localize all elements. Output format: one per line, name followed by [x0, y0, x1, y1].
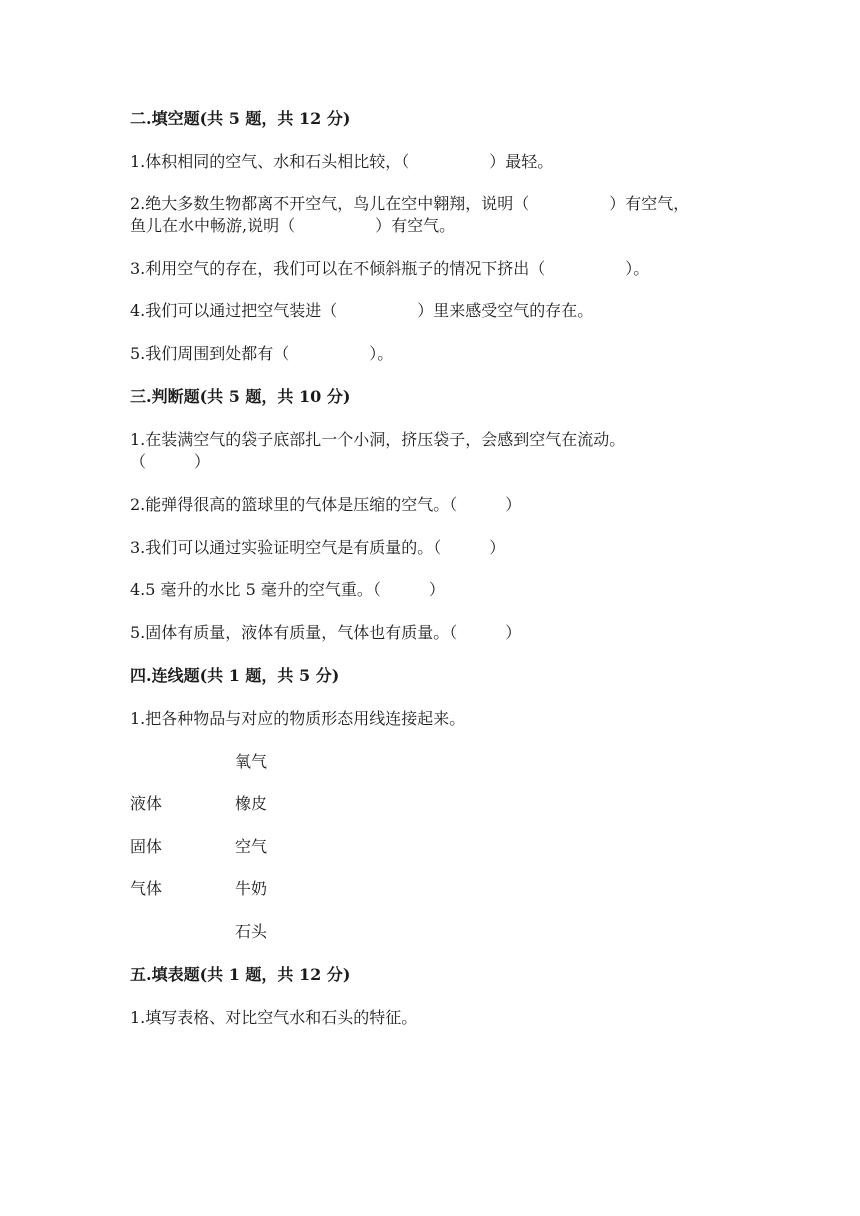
fill-blank-question-2-line-2: 鱼儿在水中畅游,说明（ ）有空气。	[130, 216, 456, 235]
table-question-1: 1.填写表格、对比空气水和石头的特征。	[130, 1008, 418, 1027]
fill-blank-question-2-line-1: 2.绝大多数生物都离不开空气，鸟儿在空中翱翔，说明（ ）有空气，	[130, 194, 690, 213]
true-false-question-2: 2.能弹得很高的篮球里的气体是压缩的空气。（ ）	[130, 495, 522, 514]
matching-item-right-3: 空气	[235, 837, 268, 856]
fill-blank-question-3: 3.利用空气的存在，我们可以在不倾斜瓶子的情况下挤出（ ）。	[130, 259, 650, 278]
true-false-question-1-line-1: 1.在装满空气的袋子底部扎一个小洞，挤压袋子，会感到空气在流动。	[130, 430, 626, 449]
matching-item-right-2: 橡皮	[235, 794, 268, 813]
true-false-question-5: 5.固体有质量，液体有质量，气体也有质量。（ ）	[130, 623, 522, 642]
section-title-matching: 四.连线题(共 1 题，共 5 分)	[130, 666, 340, 685]
section-title-true-false: 三.判断题(共 5 题，共 10 分)	[130, 387, 351, 406]
true-false-question-1-line-2: （ ）	[130, 452, 211, 471]
true-false-question-4: 4.5 毫升的水比 5 毫升的空气重。（ ）	[130, 580, 445, 599]
true-false-question-3: 3.我们可以通过实验证明空气是有质量的。（ ）	[130, 538, 506, 557]
matching-item-right-4: 牛奶	[235, 879, 268, 898]
section-title-table: 五.填表题(共 1 题，共 12 分)	[130, 965, 351, 984]
fill-blank-question-5: 5.我们周围到处都有（ ）。	[130, 344, 394, 363]
matching-item-right-5: 石头	[235, 922, 268, 941]
fill-blank-question-4: 4.我们可以通过把空气装进（ ）里来感受空气的存在。	[130, 301, 594, 320]
matching-question-1: 1.把各种物品与对应的物质形态用线连接起来。	[130, 709, 466, 728]
matching-item-left-1: 液体	[130, 794, 163, 813]
section-title-fill-blank: 二.填空题(共 5 题，共 12 分)	[130, 109, 351, 128]
fill-blank-question-1: 1.体积相同的空气、水和石头相比较，（ ）最轻。	[130, 152, 554, 171]
matching-item-left-3: 气体	[130, 879, 163, 898]
matching-item-right-1: 氧气	[235, 752, 268, 771]
matching-item-left-2: 固体	[130, 837, 163, 856]
